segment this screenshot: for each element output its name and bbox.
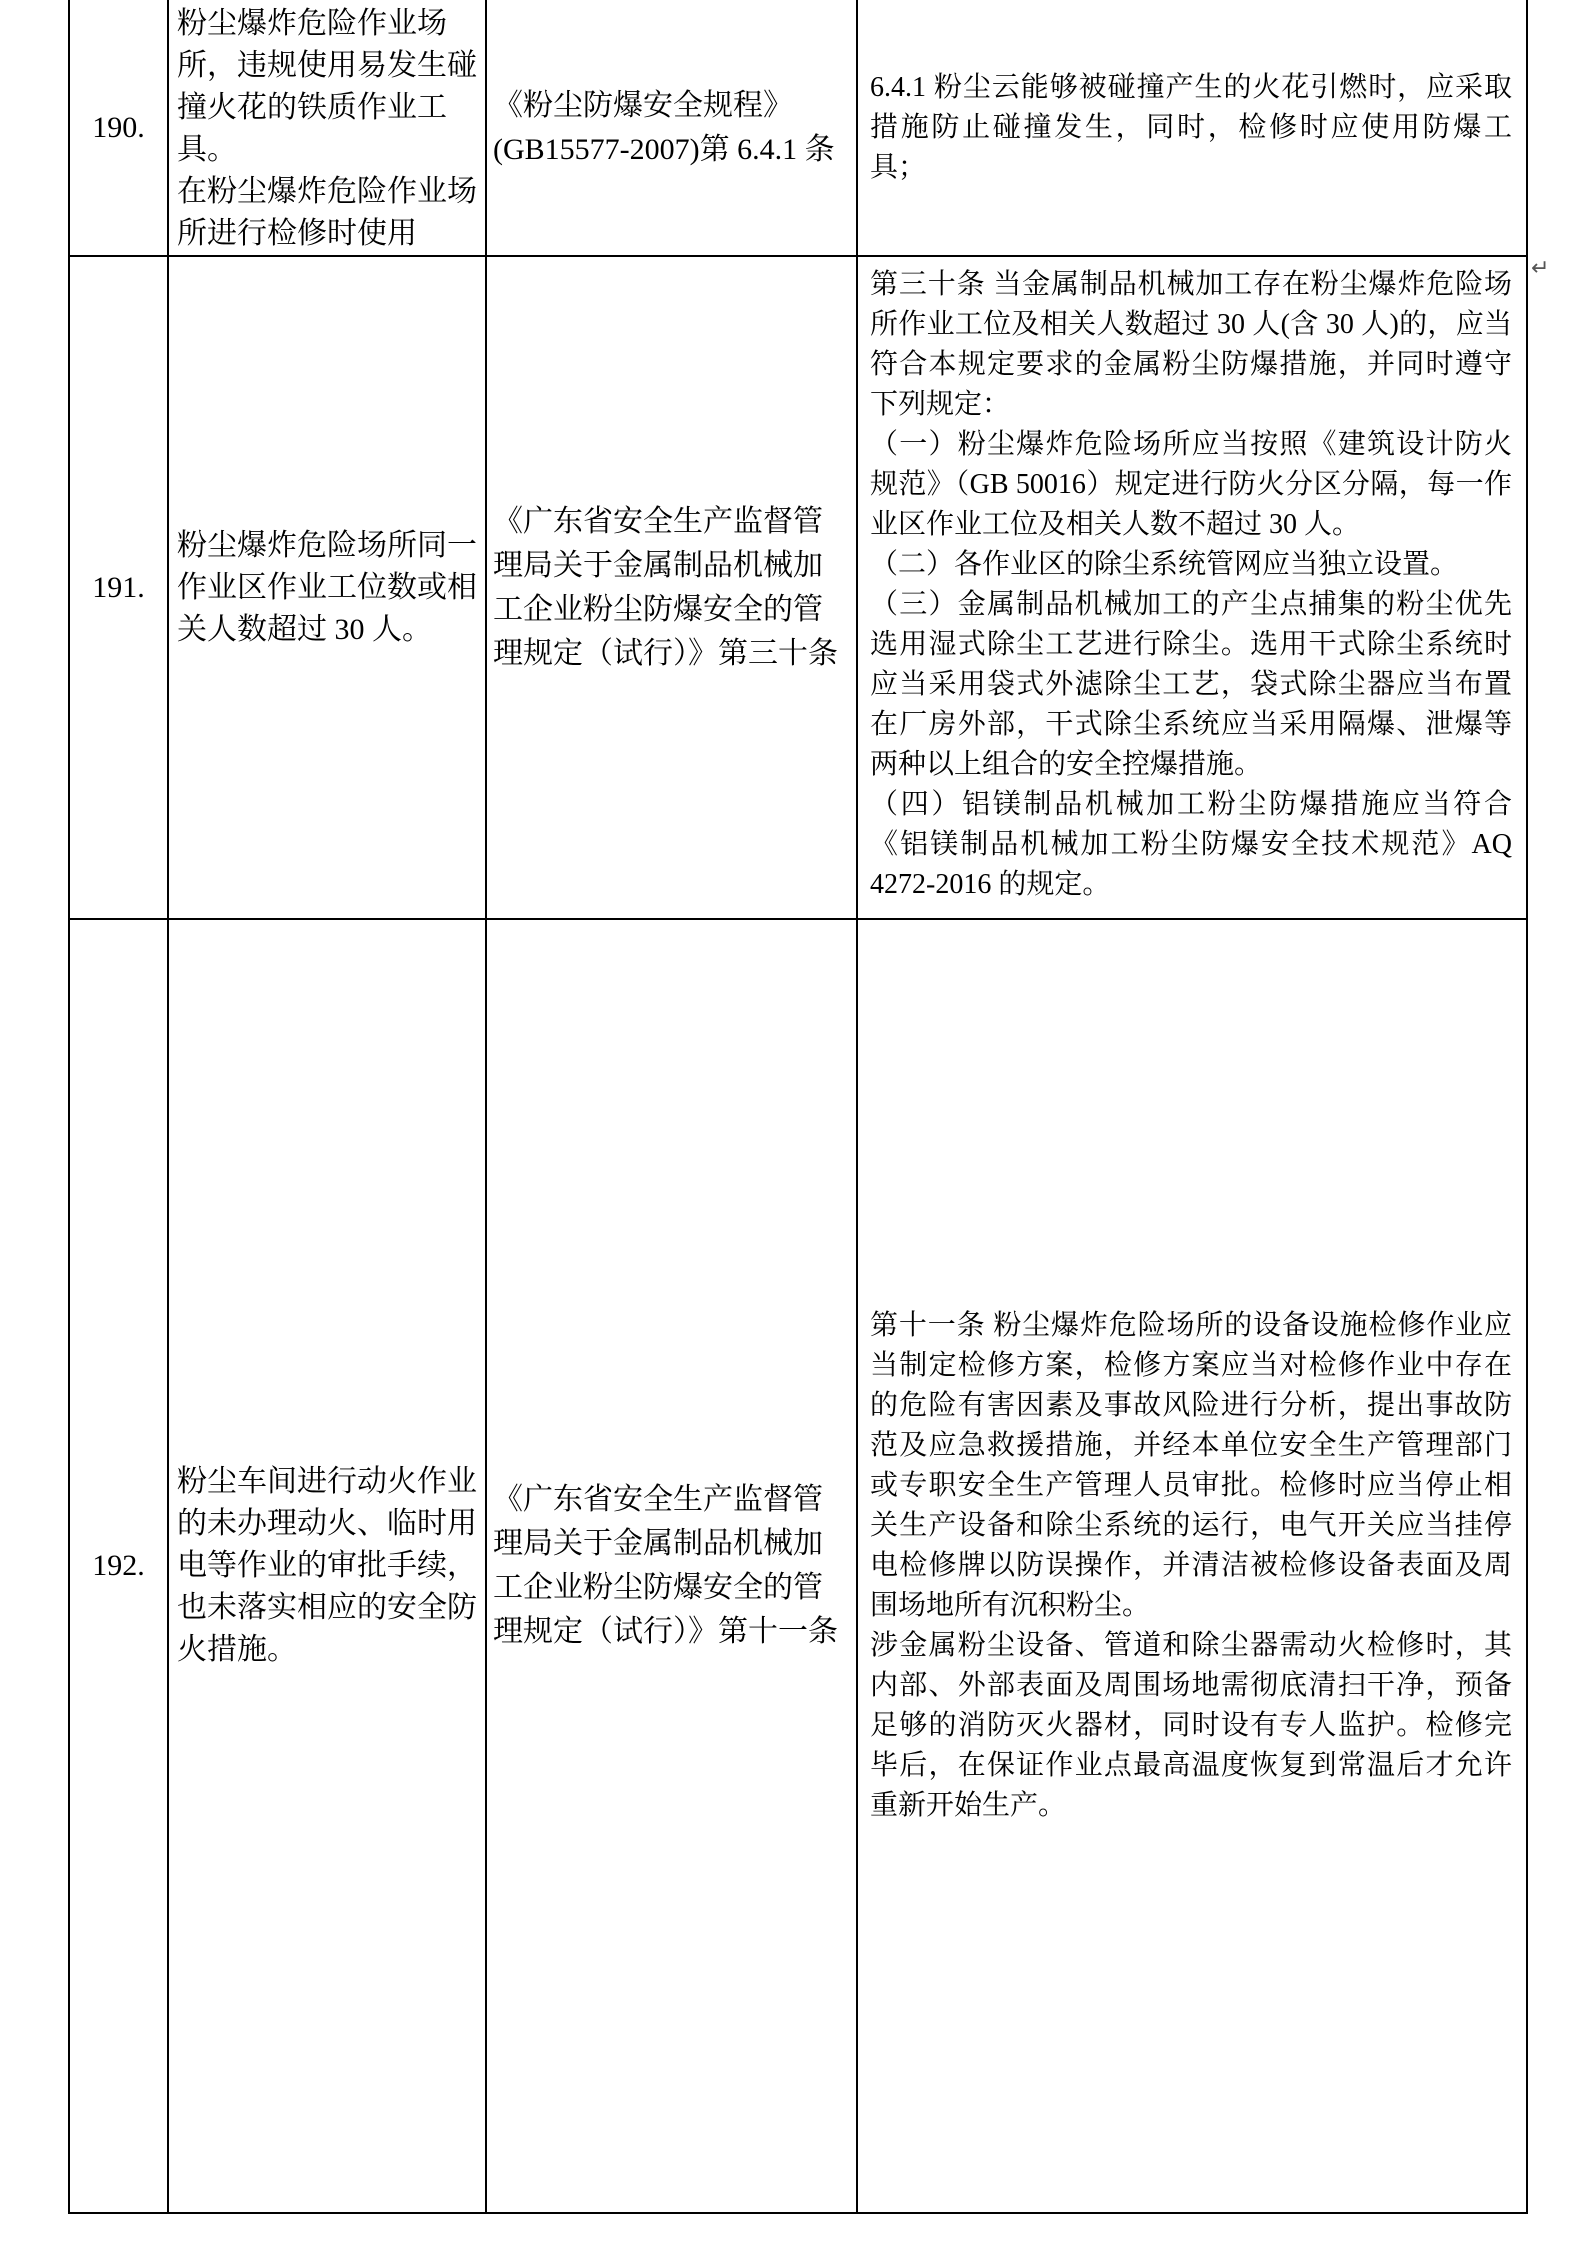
paragraph: 6.4.1 粉尘云能够被碰撞产生的火花引燃时，应采取措施防止碰撞发生，同时，检修时应使用防爆工具；: [870, 71, 1512, 183]
row-number: 190.: [92, 110, 145, 144]
regulation-text-cell: [856, 0, 1526, 255]
row-number: 191.: [92, 570, 145, 604]
legal-basis-cell: [485, 257, 856, 918]
paragraph: 《广东省安全生产监督管理局关于金属制品机械加工企业粉尘防爆安全的管理规定（试行）》第三十条: [493, 504, 838, 670]
violation-description-cell: [167, 0, 485, 255]
paragraph-return-icon: ↵: [1531, 256, 1550, 281]
legal-basis-cell: [485, 0, 856, 255]
paragraph: 第十一条 粉尘爆炸危险场所的设备设施检修作业应当制定检修方案，检修方案应当对检修作业中存在的危险有害因素及事故风险进行分析，提出事故防范及应急救援措施，并经本单位安全生产管理部门或专职安全生产管理人员审批。检修时应当停止相关生产设备和除尘系统的运行，电气开关应当挂停电检修牌以防误操作，并清洁被检修设备表面及周围场地所有沉积粉尘。: [870, 1310, 1512, 1621]
regulation-text-cell: [856, 920, 1526, 2212]
paragraph: 粉尘爆炸危险场所同一作业区作业工位数或相关人数超过 30 人。: [177, 528, 477, 646]
paragraph: 粉尘爆炸危险作业场所，违规使用易发生碰撞火花的铁质作业工具。: [177, 7, 477, 166]
paragraph: （一）粉尘爆炸危险场所应当按照《建筑设计防火规范》（GB 50016）规定进行防火分区分隔，每一作业区作业工位及相关人数不超过 30 人。: [870, 429, 1512, 540]
row-number-cell: [70, 0, 167, 255]
regulation-table: [68, 0, 1528, 2214]
paragraph: （四）铝镁制品机械加工粉尘防爆措施应当符合《铝镁制品机械加工粉尘防爆安全技术规范》AQ 4272-2016 的规定。: [870, 789, 1512, 900]
row-number: 192.: [92, 1549, 145, 1582]
table-row-192: [70, 918, 1526, 2212]
paragraph: 涉金属粉尘设备、管道和除尘器需动火检修时，其内部、外部表面及周围场地需彻底清扫干净，预备足够的消防灭火器材，同时设有专人监护。检修完毕后，在保证作业点最高温度恢复到常温后才允许重新开始生产。: [870, 1630, 1512, 1821]
legal-basis-cell: [485, 920, 856, 2212]
paragraph: 粉尘车间进行动火作业的未办理动火、临时用电等作业的审批手续，也未落实相应的安全防火措施。: [177, 1465, 477, 1666]
table-row-190: [70, 0, 1526, 255]
paragraph: 第三十条 当金属制品机械加工存在粉尘爆炸危险场所作业工位及相关人数超过 30 人(含 30 人)的，应当符合本规定要求的金属粉尘防爆措施，并同时遵守下列规定：: [870, 269, 1512, 420]
paragraph: 《广东省安全生产监督管理局关于金属制品机械加工企业粉尘防爆安全的管理规定（试行）》第十一条: [493, 1483, 838, 1648]
paragraph: 《粉尘防爆安全规程》(GB15577-2007)第 6.4.1 条: [493, 88, 835, 166]
paragraph: （二）各作业区的除尘系统管网应当独立设置。: [870, 549, 1459, 580]
violation-description-cell: [167, 920, 485, 2212]
row-number-cell: [70, 920, 167, 2212]
paragraph: 在粉尘爆炸危险作业场所进行检修时使用: [177, 175, 477, 250]
row-number-cell: [70, 257, 167, 918]
paragraph: （三）金属制品机械加工的产尘点捕集的粉尘优先选用湿式除尘工艺进行除尘。选用干式除尘系统时应当采用袋式外滤除尘工艺，袋式除尘器应当布置在厂房外部，干式除尘系统应当采用隔爆、泄爆等两种以上组合的安全控爆措施。: [870, 589, 1512, 780]
violation-description-cell: [167, 257, 485, 918]
regulation-text-cell: [856, 257, 1526, 918]
table-row-191: [70, 255, 1526, 918]
